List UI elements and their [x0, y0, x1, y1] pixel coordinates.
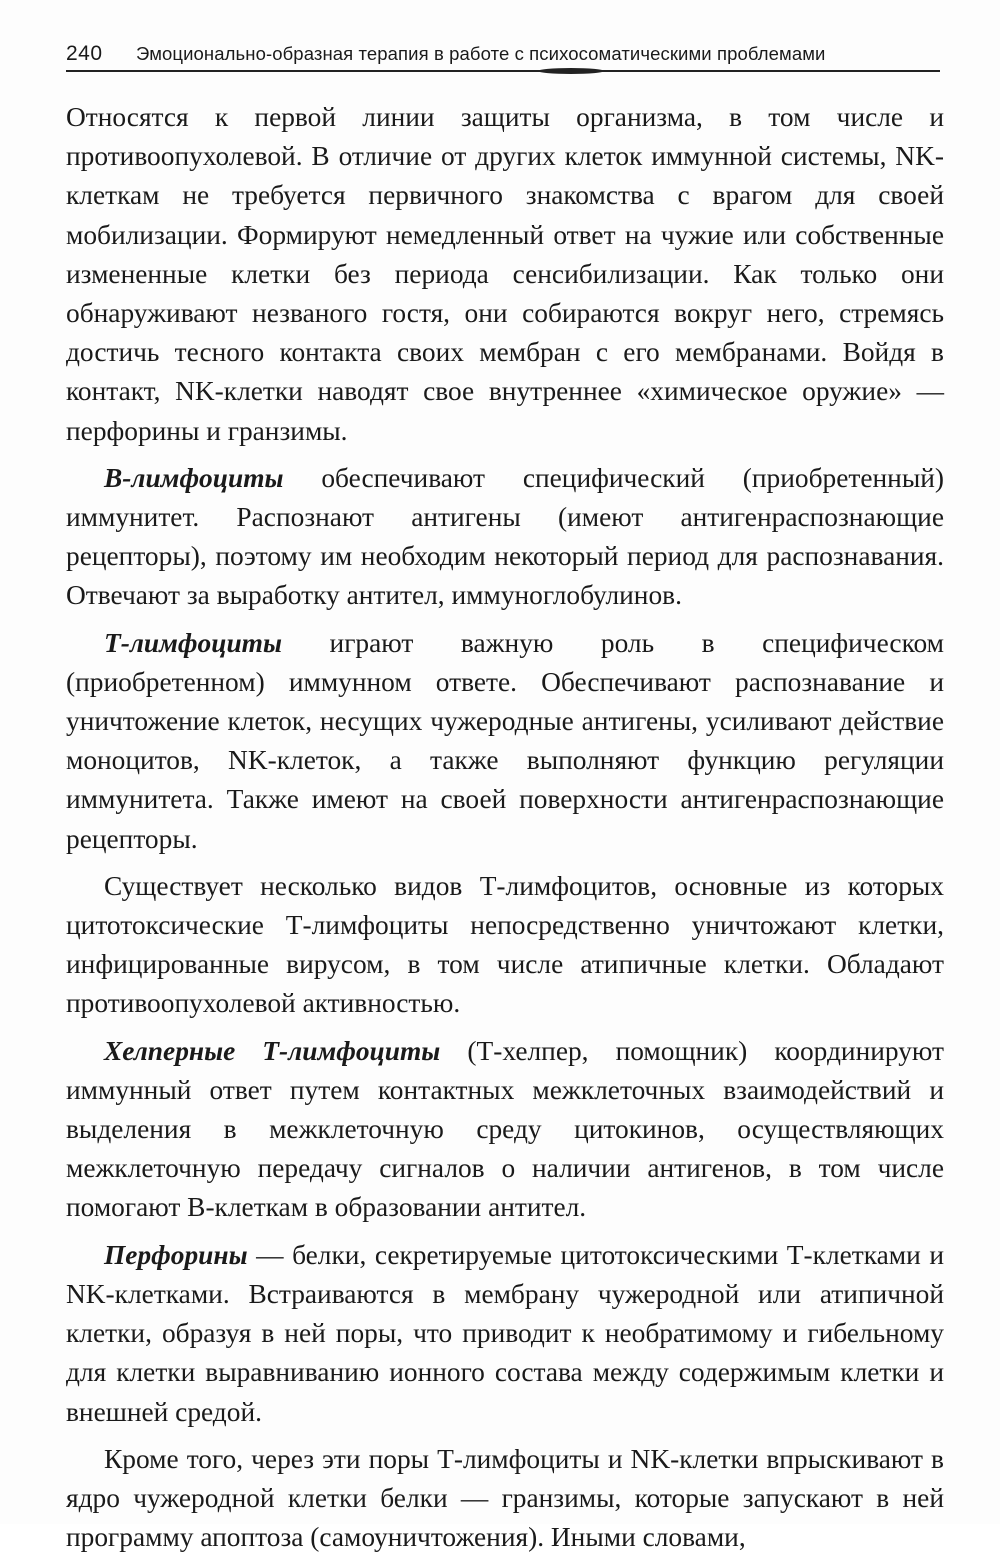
paragraph-t-lymphocyte-types [66, 867, 944, 1024]
paragraph-term: Т-лимфоциты [104, 627, 282, 658]
paragraph-b-lymphocytes [66, 459, 944, 616]
paragraph-text: обеспечивают специфический (приобретенный) иммунитет. Распознают антигены (имеют антигенраспознающие рецепторы), поэтому им необходим некоторый период для распознавания. Отвечают за выработку антител, иммуноглобулинов. [66, 462, 944, 611]
paragraph-text: Существует несколько видов Т-лимфоцитов, основные из которых цитотоксические Т-лимфоциты непосредственно уничтожают клетки, инфицированные вирусом, в том числе атипичные клетки. Обладают противоопухолевой активностью. [66, 870, 944, 1019]
running-header [66, 38, 940, 74]
paragraph-t-lymphocytes [66, 624, 944, 859]
paragraph-perforins [66, 1236, 944, 1432]
paragraph-helper-t-cells [66, 1032, 944, 1228]
paragraph-term: Перфорины [104, 1239, 248, 1270]
paragraph-text: Относятся к первой линии защиты организма, в том числе и противоопухолевой. В отличие от других клеток иммунной системы, NK-клеткам не требуется первичного знакомства с врагом для своей мобилизации. Формируют немедленный ответ на чужие или собственные измененные клетки без периода сенсибилизации. Как только они обнаруживают незваного гостя, они собираются вокруг него, стремясь достичь тесного контакта своих мембран с его мембранами. Войдя в контакт, NK-клетки наводят свое внутреннее «химическое оружие» — перфорины и гранзимы. [66, 102, 944, 446]
paragraph-text: играют важную роль в специфическом (приобретенном) иммунном ответе. Обеспечивают распознавание и уничтожение клеток, несущих чужеродные антигены, усиливают действие моноцитов, NK-клеток, а также выполняют функцию регуляции иммунитета. Также имеют на своей поверхности антигенраспознающие рецепторы. [66, 627, 944, 854]
paragraph-text: (Т-хелпер, помощник) координируют иммунный ответ путем контактных межклеточных взаимодействий и выделения в межклеточную среду цитокинов, осуществляющих межклеточную передачу сигналов о наличии антигенов, в том числе помогают В-клеткам в образовании антител. [66, 1035, 944, 1223]
page-number: 240 [66, 42, 103, 65]
header-rule [66, 70, 940, 72]
paragraph-term: В-лимфоциты [104, 462, 284, 493]
header-ornament-icon [536, 67, 606, 75]
paragraph-granzymes [66, 1440, 944, 1558]
paragraph-text: — белки, секретируемые цитотоксическими Т-клетками и NK-клетками. Встраиваются в мембрану чужеродной или атипичной клетки, образуя в ней поры, что приводит к необратимому и гибельному для клетки выравниванию ионного состава между содержимым клетки и внешней средой. [66, 1239, 944, 1427]
body-text [66, 98, 944, 1565]
running-title: Эмоционально-образная терапия в работе с психосоматическими проблемами [136, 43, 826, 64]
paragraph-term: Хелперные Т-лимфоциты [104, 1035, 441, 1066]
paragraph-nk-cells [66, 98, 944, 451]
paragraph-text: Кроме того, через эти поры Т-лимфоциты и NK-клетки впрыскивают в ядро чужеродной клетки белки — гранзимы, которые запускают в ней программу апоптоза (самоуничтожения). Иными словами, [66, 1443, 944, 1553]
